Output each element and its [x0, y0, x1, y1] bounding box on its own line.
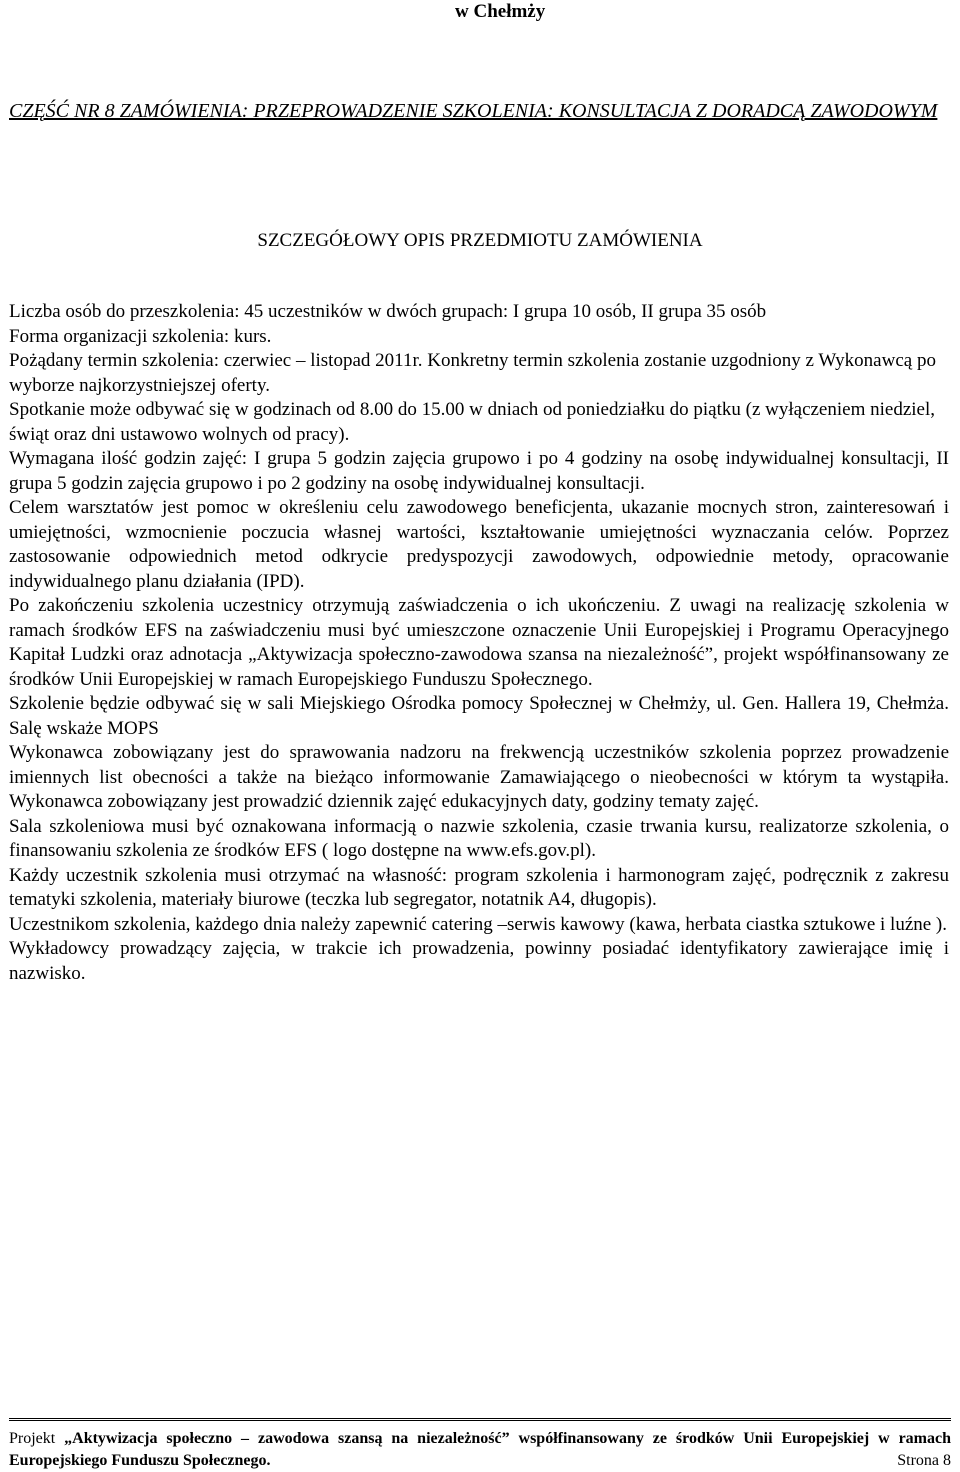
page-number: Strona 8 — [897, 1452, 951, 1469]
paragraph-location: Szkolenie będzie odbywać się w sali Miejskiego Ośrodka pomocy Społecznej w Chełmży, ul. Gen. Hallera 19, Chełmża. Salę wskaże MOPS — [9, 693, 949, 739]
paragraph-materials: Każdy uczestnik szkolenia musi otrzymać na własność: program szkolenia i harmonogram zajęć, podręcznik z zakresu tematyki szkolenia, materiały biurowe (teczka lub segregator, notatnik A4, długopis). — [9, 864, 949, 910]
paragraph-training-form: Forma organizacji szkolenia: kurs. — [9, 325, 272, 347]
section-subtitle: SZCZEGÓŁOWY OPIS PRZEDMIOTU ZAMÓWIENIA — [257, 230, 703, 251]
paragraph-meeting-hours: Spotkanie może odbywać się w godzinach od 8.00 do 15.00 w dniach od poniedziałku do piątku (z wyłączeniem niedziel, świąt oraz dni ustawowo wolnych od pracy). — [9, 399, 935, 445]
paragraph-identifiers: Wykładowcy prowadzący zajęcia, w trakcie ich prowadzenia, powinny posiadać identyfikatory zawierające imię i nazwisko. — [9, 938, 949, 984]
paragraph-catering: Uczestnikom szkolenia, każdego dnia należy zapewnić catering –serwis kawowy (kawa, herbata ciastka sztukowe i luźne ). — [9, 913, 948, 935]
footer-second-line — [9, 1450, 951, 1472]
section-title: CZĘŚĆ NR 8 ZAMÓWIENIA: PRZEPROWADZENIE SZKOLENIA: KONSULTACJA Z DORADCĄ ZAWODOWYM — [9, 100, 938, 122]
footer-fund-name: Europejskiego Funduszu Społecznego. — [9, 1452, 271, 1469]
paragraph-required-hours: Wymagana ilość godzin zajęć: I grupa 5 godzin zajęcia grupowo i po 4 godziny na osobę indywidualnej konsultacji, II grupa 5 godzin zajęcia grupowo i po 2 godziny na osobę indywidualnej konsultacji. — [9, 448, 949, 494]
paragraph-participants: Liczba osób do przeszkolenia: 45 uczestników w dwóch grupach: I grupa 10 osób, II grupa 35 osób — [9, 301, 767, 322]
page-footer — [9, 1428, 951, 1472]
paragraph-workshop-goal: Celem warsztatów jest pomoc w określeniu celu zawodowego beneficjenta, ukazanie mocnych stron, zainteresowań i umiejętności, wzmocnienie poczucia własnej wartości, kształtowanie umiejętności wyznaczania celów. Poprzez zastosowanie odpowiednich metod odkrycie predyspozycji zawodowych, odpowiednie metody, opracowanie indywidualnego planu działania (IPD). — [9, 497, 949, 592]
footer-project-line — [9, 1428, 951, 1450]
document-header: w Chełmży — [455, 1, 546, 22]
footer-divider — [9, 1418, 951, 1421]
footer-prefix: Projekt — [9, 1430, 65, 1447]
paragraph-training-date: Pożądany termin szkolenia: czerwiec – listopad 2011r. Konkretny termin szkolenia zostanie uzgodniony z Wykonawcą po wyborze najkorzystniejszej oferty. — [9, 350, 936, 396]
paragraph-room-labeling: Sala szkoleniowa musi być oznakowana informacją o nazwie szkolenia, czasie trwania kursu, realizatorze szkolenia, o finansowaniu szkolenia ze środków EFS ( logo dostępne na www.efs.gov.pl). — [9, 815, 949, 861]
paragraph-certificates: Po zakończeniu szkolenia uczestnicy otrzymują zaświadczenia o ich ukończeniu. Z uwagi na realizację szkolenia w ramach środków EFS na zaświadczeniu musi być umieszczone oznaczenie Unii Europejskiej i Programu Operacyjnego Kapitał Ludzki oraz adnotacja „Aktywizacja społeczno-zawodowa szansa na niezależność”, projekt współfinansowany ze środków Unii Europejskiej w ramach Europejskiego Funduszu Społecznego. — [9, 595, 949, 690]
footer-project-name: „Aktywizacja społeczno – zawodowa szansą na niezależność” współfinansowany ze środków Unii Europejskiej w ramach — [64, 1430, 951, 1447]
document-body — [9, 300, 949, 986]
paragraph-attendance: Wykonawca zobowiązany jest do sprawowania nadzoru na frekwencją uczestników szkolenia poprzez prowadzenie imiennych list obecności a także na bieżąco informowanie Zamawiającego o nieobecności w którym ta wystąpiła. Wykonawca zobowiązany jest prowadzić dziennik zajęć edukacyjnych daty, godziny tematy zajęć. — [9, 742, 949, 812]
